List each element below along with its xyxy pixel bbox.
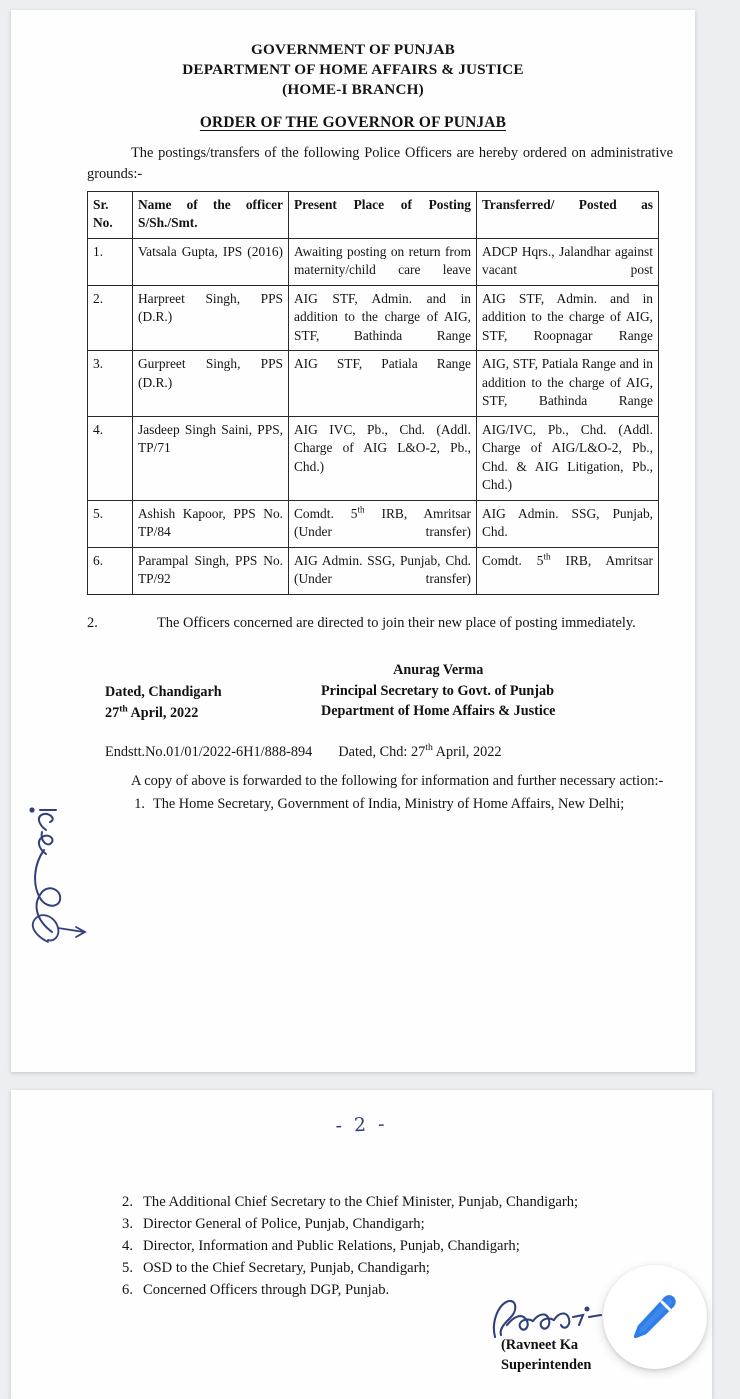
list-item-number: 6. — [122, 1281, 133, 1298]
cell-sr-no: 5. — [88, 500, 133, 547]
cell-present-posting: AIG IVC, Pb., Chd. (Addl. Charge of AIG L&O-2, Pb., Chd.) — [289, 416, 477, 500]
cell-present-posting: AIG STF, Patiala Range — [289, 351, 477, 417]
cell-note-under-transfer: (Under transfer) — [294, 571, 471, 587]
endorsement-number: Endstt.No.01/01/2022-6H1/888-894 — [105, 744, 313, 761]
list-item-text: The Additional Chief Secretary to the Chief Minister, Punjab, Chandigarh; — [143, 1194, 579, 1210]
recipients-list-page1 — [123, 794, 675, 815]
superscript-th: th — [357, 504, 365, 515]
list-item-number: 2. — [122, 1194, 133, 1210]
header-line-government: GOVERNMENT OF PUNJAB — [251, 41, 455, 58]
cell-sr-no: 3. — [88, 351, 133, 417]
list-item-text: Director General of Police, Punjab, Chandigarh; — [143, 1215, 425, 1232]
table-row — [88, 351, 659, 417]
cell-sr-no: 6. — [88, 547, 133, 594]
cell-present-posting: Awaiting posting on return from maternity/child care leave — [289, 238, 477, 285]
clause-2-number: 2. — [87, 614, 98, 631]
cell-officer-name: Gurpreet Singh, PPS (D.R.) — [133, 351, 289, 417]
superscript-th: th — [119, 702, 128, 714]
cell-sr-no: 2. — [88, 285, 133, 351]
column-header-transferred-posted: Transferred/ Posted as — [477, 191, 659, 238]
list-item — [123, 794, 675, 815]
endorsement-date: Dated, Chd: 27th April, 2022 — [338, 742, 502, 761]
signatory-block — [321, 660, 555, 720]
table-row — [88, 285, 659, 351]
list-item — [111, 1280, 686, 1302]
document-page-1 — [11, 10, 695, 1072]
list-item — [111, 1236, 686, 1258]
edit-pencil-icon — [628, 1290, 682, 1344]
cell-sr-no: 1. — [88, 238, 133, 285]
page-number-handwritten: - 2 - — [335, 1113, 388, 1137]
signatory-name: Anurag Verma — [393, 662, 484, 679]
cell-officer-name: Ashish Kapoor, PPS No. TP/84 — [133, 500, 289, 547]
cell-transferred-posted: AIG/IVC, Pb., Chd. (Addl. Charge of AIG/L&O-2, Pb., Chd. & AIG Litigation, Pb., Chd.) — [477, 416, 659, 500]
footer-signatory-designation: Superintenden — [501, 1357, 592, 1374]
list-item-text: Concerned Officers through DGP, Punjab. — [143, 1281, 390, 1298]
cell-present-posting: AIG Admin. SSG, Punjab, Chd. (Under transfer) — [289, 547, 477, 594]
column-header-officer-name: Name of the officer S/Sh./Smt. — [133, 191, 289, 238]
cell-note-under-transfer: (Under transfer) — [294, 524, 471, 540]
list-item-text: Director, Information and Public Relations, Punjab, Chandigarh; — [143, 1237, 520, 1254]
clause-2-text: The Officers concerned are directed to join their new place of posting immediately. — [157, 614, 636, 631]
cell-officer-name: Jasdeep Singh Saini, PPS, TP/71 — [133, 416, 289, 500]
cell-officer-name: Vatsala Gupta, IPS (2016) — [133, 238, 289, 285]
dated-place: Dated, Chandigarh — [105, 684, 222, 701]
list-item — [111, 1258, 686, 1280]
dated-date: 27th April, 2022 — [105, 702, 199, 721]
cell-transferred-posted: AIG, STF, Patiala Range and in addition to the charge of AIG, STF, Bathinda Range — [477, 351, 659, 417]
list-item-number: 5. — [122, 1259, 133, 1276]
cell-officer-name: Harpreet Singh, PPS (D.R.) — [133, 285, 289, 351]
list-item — [111, 1214, 686, 1236]
table-row — [88, 416, 659, 500]
page-title: ORDER OF THE GOVERNOR OF PUNJAB — [199, 113, 507, 131]
list-item-number: 1. — [134, 796, 145, 813]
document-header — [11, 10, 695, 101]
footer-signatory-block — [501, 1335, 591, 1375]
cell-present-posting: Comdt. 5th IRB, Amritsar (Under transfer) — [289, 500, 477, 547]
intro-paragraph: The postings/transfers of the following Police Officers are hereby ordered on administrative grounds:- — [87, 144, 673, 183]
transfer-table-wrapper — [87, 191, 658, 595]
table-row — [88, 238, 659, 285]
cell-transferred-posted: AIG Admin. SSG, Punjab, Chd. — [477, 500, 659, 547]
cell-transferred-posted: Comdt. 5th IRB, Amritsar — [477, 547, 659, 594]
cell-transferred-posted: AIG STF, Admin. and in addition to the charge of AIG, STF, Roopnagar Range — [477, 285, 659, 351]
list-item — [111, 1192, 686, 1214]
superscript-th: th — [543, 551, 551, 562]
superscript-th: th — [425, 742, 433, 754]
column-header-sr-no: Sr. No. — [88, 191, 133, 238]
edit-fab-button[interactable] — [603, 1265, 707, 1369]
copy-forwarded-paragraph: A copy of above is forwarded to the following for information and further necessary action:- — [131, 772, 664, 789]
clause-2-paragraph — [87, 613, 673, 635]
cell-present-posting: AIG STF, Admin. and in addition to the charge of AIG, STF, Bathinda Range — [289, 285, 477, 351]
list-item-text: The Home Secretary, Government of India, Ministry of Home Affairs, New Delhi; — [153, 796, 625, 813]
footer-signatory-name: (Ravneet Ka — [501, 1337, 579, 1353]
cell-officer-name: Parampal Singh, PPS No. TP/92 — [133, 547, 289, 594]
dated-block — [105, 682, 222, 722]
list-item-number: 4. — [122, 1237, 133, 1254]
table-row — [88, 547, 659, 594]
recipients-list-page2 — [111, 1192, 686, 1301]
signatory-designation-1: Principal Secretary to Govt. of Punjab — [321, 682, 555, 699]
table-header-row — [88, 191, 659, 238]
transfer-table — [87, 191, 659, 595]
header-line-branch: (HOME-I BRANCH) — [282, 81, 424, 99]
column-header-present-posting: Present Place of Posting — [289, 191, 477, 238]
header-line-department: DEPARTMENT OF HOME AFFAIRS & JUSTICE — [182, 61, 524, 79]
table-row — [88, 500, 659, 547]
list-item-text: OSD to the Chief Secretary, Punjab, Chandigarh; — [143, 1259, 430, 1276]
document-page-2 — [11, 1090, 712, 1399]
cell-sr-no: 4. — [88, 416, 133, 500]
endorsement-row — [105, 742, 695, 762]
cell-transferred-posted: ADCP Hqrs., Jalandhar against vacant post — [477, 238, 659, 285]
signatory-designation-2: Department of Home Affairs & Justice — [321, 702, 556, 719]
signature-block — [11, 660, 695, 732]
list-item-number: 3. — [122, 1215, 133, 1232]
